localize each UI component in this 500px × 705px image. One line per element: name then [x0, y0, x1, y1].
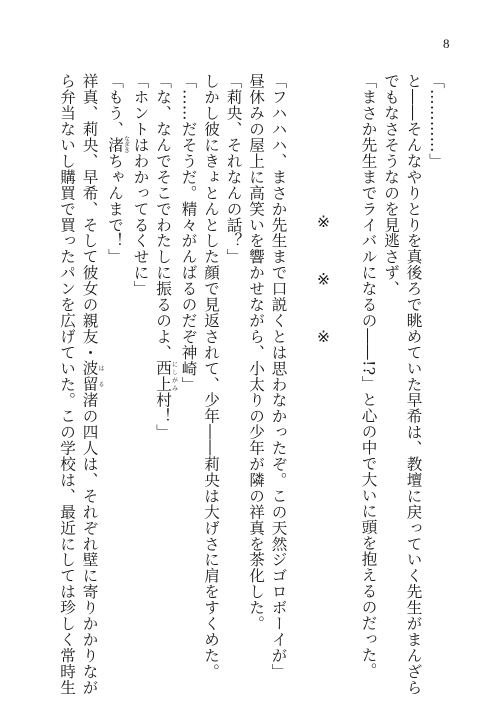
- text-line: と――そんなやりとりを真後ろで眺めていた早希は、教壇に戻っていく先生がまんざら: [404, 73, 423, 696]
- text-segment: 祥真、莉央、早希、そして彼女の親友・: [80, 73, 99, 361]
- vertical-text-body: [56, 73, 448, 696]
- text-segment: 「もう、: [106, 73, 124, 137]
- ruby-reading: はる: [97, 360, 104, 392]
- blank-line: [335, 73, 358, 683]
- blank-line: [290, 73, 313, 683]
- text-line: 昼休みの屋上に高笑いを響かせながら、小太りの少年が隣の祥真を茶化した。: [247, 73, 265, 632]
- page-number: 8: [443, 36, 450, 51]
- text-line: しかし彼にきょとんとした顔で見返されて、少年――莉央は大げさに肩をすくめた。: [202, 73, 220, 680]
- text-line: [78, 73, 104, 696]
- ruby-nagisa: [106, 135, 130, 154]
- text-line: 「…………」: [427, 73, 445, 169]
- text-segment: 「な、なんでそこでわたしに振るのよ、: [154, 73, 172, 361]
- text-line: でもなさそうなのを見逃さず、: [382, 73, 400, 297]
- text-line: 「まさか先生までライバルになるの――!?」と心の中で大いに頭を抱えるのだった。: [359, 73, 378, 679]
- text-line: 「フハハハ、まさか先生まで口説くとは思わなかったぞ。この天然ジゴロボーイが」: [269, 73, 288, 680]
- ruby-base: 西上: [154, 360, 172, 393]
- ruby-reading: にしがみ: [170, 360, 178, 393]
- text-line: [152, 73, 178, 683]
- scene-break: ※ ※ ※: [314, 213, 333, 359]
- text-line: ら弁当ないし購買で買ったパンを広げていた。この学校は、最近にしては珍しく常時生: [58, 73, 76, 696]
- ruby-nishigami: [154, 360, 178, 393]
- ruby-reading: なぎさ: [122, 135, 130, 154]
- ruby-base-plain: 渚: [80, 392, 99, 408]
- text-segment: 村！」: [154, 392, 172, 440]
- ruby-hatome: [80, 360, 104, 393]
- text-line: [104, 73, 130, 683]
- ruby-base: 波留: [80, 360, 99, 393]
- text-line: 「莉央、それなんの話？」: [224, 73, 243, 265]
- ruby-base: 渚: [106, 135, 124, 154]
- text-line: 「……だそうだ。精々がんばるのだぞ神崎」: [179, 73, 198, 392]
- text-segment: ちゃんまで！」: [106, 152, 124, 265]
- text-segment: の四人は、それぞれ壁に寄りかかりなが: [80, 407, 99, 696]
- text-line: 「ホントはわかってるくせに」: [131, 73, 150, 297]
